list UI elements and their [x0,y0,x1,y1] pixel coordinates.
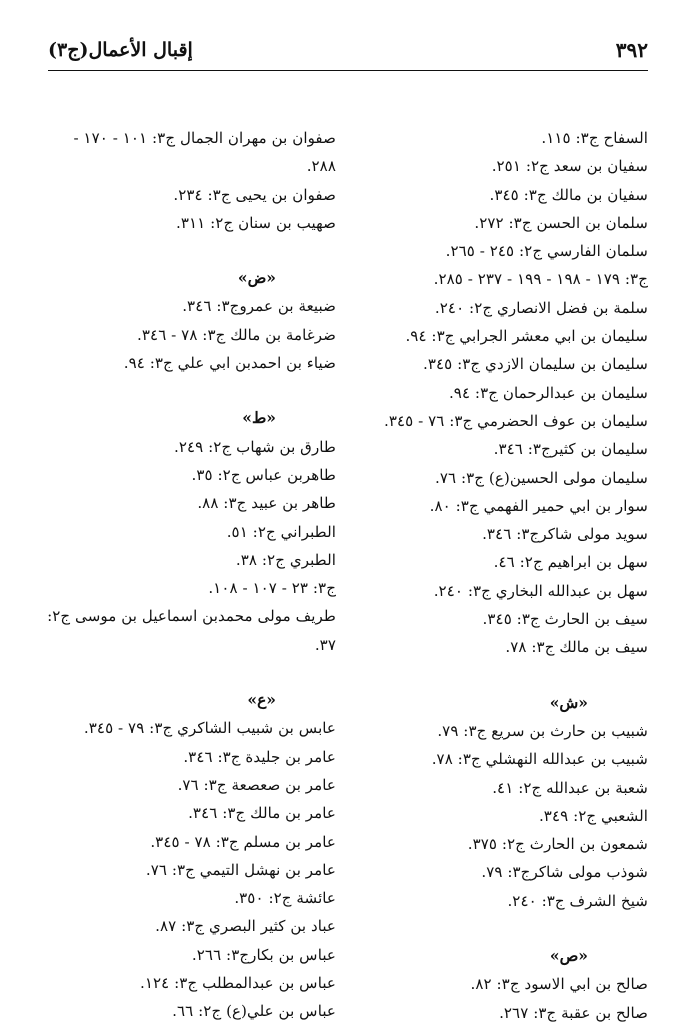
index-entry: عباس بن عبدالمطلب ج٣: ١٢٤. [140,974,336,993]
index-entry: عامر بن صعصعة ج٣: ٧٦. [177,775,336,794]
index-entry: سيف بن مالك ج٣: ٧٨. [505,638,648,657]
index-entry-list [46,292,336,377]
index-entry: طارق بن شهاب ج٢: ٢٤٩. [174,437,336,456]
index-entry: ج٣: ٢٣ - ١٠٧ - ١٠٨. [208,579,336,598]
index-column-right [358,124,648,1027]
index-entry: ضرغامة بن مالك ج٣: ٧٨ - ٣٤٦. [137,325,336,344]
index-entry: ضياء بن احمدبن ابي علي ج٣: ٩٤. [123,354,336,373]
index-entry: ضبيعة بن عمروج٣: ٣٤٦. [182,297,336,316]
index-entry: عامر بن مالك ج٣: ٣٤٦. [188,804,336,823]
index-entry: الطبراني ج٢: ٥١. [226,522,336,541]
index-entry: عامر بن جليدة ج٣: ٣٤٦. [183,747,336,766]
index-entry: سليمان بن عوف الحضرمي ج٣: ٧٦ - ٣٤٥. [383,411,648,430]
index-entry: عباس بن علي(ع) ج٢: ٦٦. [172,1002,336,1021]
index-entry-list [358,124,648,662]
index-entry: سليمان بن ابي معشر الجرابي ج٣: ٩٤. [405,327,648,346]
section-heading: «ض» [237,268,276,288]
index-entry: سهل بن عبدالله البخاري ج٣: ٢٤٠. [433,581,648,600]
index-entry: السفاح ج٣: ١١٥. [541,129,648,147]
index-entry: سفيان بن مالك ج٣: ٣٤٥. [489,185,648,204]
index-entry: سوار بن ابي حمير الفهمي ج٣: ٨٠. [429,496,648,515]
index-entry: صالح بن عقبة ج٣: ٢٦٧. [499,1003,648,1022]
index-entry: سلمان الفارسي ج٢: ٢٤٥ - ٢٦٥. [445,242,648,261]
page-number: ٣٩٢ [615,38,648,62]
index-entry: شعبة بن عبدالله ج٢: ٤١. [492,778,648,797]
section-heading: «ص» [549,946,588,966]
index-entry: عباد بن كثير البصري ج٣: ٨٧. [155,917,336,936]
index-entry: سيف بن الحارث ج٣: ٣٤٥. [482,610,648,629]
running-title: إقبال الأعمال(ج٣) [48,39,193,61]
index-entry: عابس بن شبيب الشاكري ج٣: ٧٩ - ٣٤٥. [83,719,336,738]
index-column-left [46,124,336,1026]
index-entry: سفيان بن سعد ج٢: ٢٥١. [491,157,648,176]
index-entry: صفوان بن مهران الجمال ج٣: ١٠١ - ١٧٠ - ٢٨٨. [73,129,336,176]
index-entry: شيخ الشرف ج٣: ٢٤٠. [507,891,648,910]
index-entry: طاهر بن عبيد ج٣: ٨٨. [197,494,336,513]
index-entry: سليمان بن سليمان الازدي ج٣: ٣٤٥. [422,355,648,374]
index-entry: عامر بن مسلم ج٣: ٧٨ - ٣٤٥. [150,832,336,851]
index-entry: عائشة ج٢: ٣٥٠. [234,889,336,908]
index-entry: صالح بن ابي الاسود ج٣: ٨٢. [470,975,648,994]
index-entry: عباس بن بكارج٣: ٢٦٦. [191,945,336,964]
index-entry: سليمان مولى الحسين(ع) ج٣: ٧٦. [435,468,648,487]
index-entry: طاهربن عباس ج٢: ٣٥. [191,465,336,484]
section-heading: «ط» [242,408,276,428]
index-entry: شبيب بن عبدالله النهشلي ج٣: ٧٨. [431,750,648,769]
index-entry: الطبري ج٢: ٣٨. [235,550,336,569]
index-entry: شوذب مولى شاكرج٣: ٧٩. [481,863,648,882]
index-entry-list [46,714,336,1025]
section-heading: «ع» [247,690,276,710]
index-entry-list [46,433,336,659]
index-entry-list [358,970,648,1027]
index-entry-list [46,124,336,237]
index-entry: سليمان بن عبدالرحمان ج٣: ٩٤. [448,383,648,402]
index-entry: سويد مولى شاكرج٣: ٣٤٦. [482,525,648,544]
index-entry: سلمة بن فضل الانصاري ج٢: ٢٤٠. [434,298,648,317]
section-heading: «ش» [549,692,588,712]
index-entry: سليمان بن كثيرج٣: ٣٤٦. [493,440,648,459]
index-entry: سلمان بن الحسن ج٣: ٢٧٢. [474,213,648,232]
index-entry: الشعبي ج٢: ٣٤٩. [538,806,648,825]
index-entry: سهل بن ابراهيم ج٢: ٤٦. [493,553,648,572]
index-entry: عامر بن نهشل التيمي ج٣: ٧٦. [145,860,336,879]
index-entry: طريف مولى محمدبن اسماعيل بن موسى ج٢: ٣٧. [47,607,336,654]
page-header [48,36,648,71]
index-entry: شبيب بن حارث بن سريع ج٣: ٧٩. [437,721,648,740]
index-entry: ج٣: ١٧٩ - ١٩٨ - ١٩٩ - ٢٣٧ - ٢٨٥. [433,270,648,289]
index-entry: صهيب بن سنان ج٢: ٣١١. [176,213,336,232]
index-entry-list [358,717,648,915]
index-entry: شمعون بن الحارث ج٢: ٣٧٥. [467,835,648,854]
index-entry: صفوان بن يحيى ج٣: ٢٣٤. [173,185,336,204]
